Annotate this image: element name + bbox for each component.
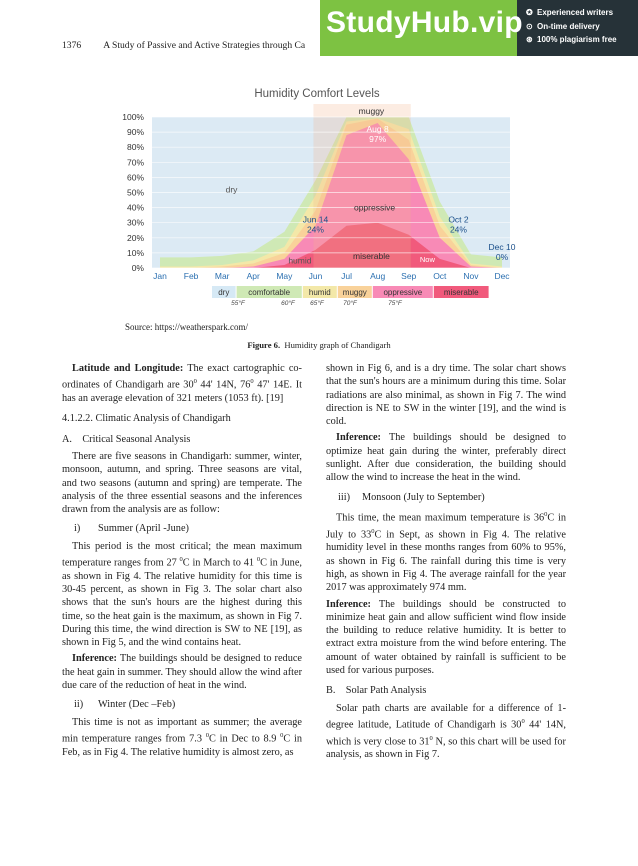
legend-label-dry: dry — [218, 288, 230, 297]
section-heading-b: B. Solar Path Analysis — [326, 685, 427, 697]
studyhub-ad-banner[interactable] — [320, 0, 638, 56]
latitude-paragraph: Latitude and Longitude: The exact cartographic co-ordinates of Chandigarh are $30^0$ 44' 14N, $76^0$ 47' 14E. It has an average elevation of 321 meters (1053 ft). [19] — [62, 363, 302, 405]
running-title: A Study of Passive and Active Strategies through Ca — [103, 40, 306, 51]
subheading-monsoon: iii) Monsoon (July to September) — [338, 491, 485, 503]
dewpoint-label: 75°F — [388, 300, 402, 307]
subheading-summer: i) Summer (April -June) — [74, 523, 189, 535]
figure-caption-text: Humidity graph of Chandigarh — [284, 340, 391, 350]
monsoon-paragraph: This time, the mean maximum temperature is $36^0C$ in July to $33^0C$ in Sept, as shown in Fig 4. The relative humidity level in these months ranges from 60% to 95%, as shown in Fig 6. The rainfall during this time is very high, as shown in Fig 4. The average rainfall for the year 2017 was approximately 974 mm. — [326, 510, 566, 594]
y-tick-label: 30% — [126, 217, 144, 228]
legend-label-comfortable: comfortable — [248, 288, 291, 297]
dewpoint-label: 65°F — [310, 300, 324, 307]
right-column — [326, 362, 566, 765]
legend-label-muggy: muggy — [342, 288, 367, 297]
annotation-value: 0% — [495, 251, 509, 262]
inference-summer: Inference: The buildings should be designed to reduce the heat gain in summer. They should allow the wind after due care of the reduction of heat in the wind. — [62, 653, 302, 692]
subheading-winter: ii) Winter (Dec –Feb) — [74, 699, 176, 711]
ad-brand-panel[interactable] — [320, 0, 523, 56]
ad-feature: ✪ Experienced writers — [526, 6, 617, 20]
y-tick-label: 20% — [126, 232, 144, 243]
highlight-band — [313, 104, 410, 268]
x-tick-label: Jul — [341, 271, 352, 281]
section-heading-4-1-2-2: 4.1.2.2. Climatic Analysis of Chandigarh — [62, 413, 231, 425]
summer-paragraph: This period is the most critical; the mean maximum temperature ranges from 27 $^0$C in March to 41 $^0$C in June, as shown in Fig 4. The relative humidity for this time is 30-45 percent, as shown in Fig 3. The solar chart also shows that the sun's hours are the highest during this time, so the heat gain is the maximum, as shown in Fig 7. During this time, the wind direction is SW to NE [19], as shown in Fig 5, and the wind contains heat. — [62, 540, 302, 649]
x-tick-label: Nov — [463, 271, 479, 281]
figure-caption — [0, 340, 638, 350]
solar-paragraph: Solar path charts are available for a difference of 1-degree latitude, Latitude of Chandigarh is $30^0$ 44' 14N, which is very close to $31^0$ N, so this chart will be used for analysis, as shown in Fig 7. — [326, 702, 567, 761]
check-badge-icon: ⊛ — [526, 35, 533, 44]
annotation-date: Oct 2 — [448, 214, 469, 225]
winter-paragraph: This time is not as important as summer; the average min temperature ranges from 7.3 $^0$C in Dec to 8.9 $^0$C in Feb, as in Fig 4. The relative humidity is almost zero, as — [62, 716, 302, 758]
annotation-value: 97% — [369, 134, 387, 145]
zone-label-muggy: muggy — [358, 105, 385, 116]
zone-label-now: Now — [419, 254, 435, 264]
inference-winter: Inference: The buildings should be designed to optimize heat gain during the winter, preferably direct sunlight. After due consideration, the building should allow the wind to increase the heat in the wind. — [326, 432, 566, 484]
x-tick-label: Sep — [401, 271, 417, 281]
legend-label-humid: humid — [308, 288, 331, 297]
x-tick-label: Apr — [246, 271, 260, 281]
section-heading-a: A. Critical Seasonal Analysis — [62, 433, 191, 445]
dewpoint-label: 60°F — [281, 300, 295, 307]
winter-paragraph-cont: shown in Fig 6, and is a dry time. The solar chart shows that the sun's hours are a minimum during this time. Solar radiations are also minimal, as shown in Fig 7. The wind direction is NE to SW in the winter [19], and the wind is cold. — [326, 363, 566, 428]
ad-brand-name[interactable]: StudyHub.vip — [326, 6, 523, 39]
figure-source: Source: https://weatherspark.com/ — [125, 322, 248, 332]
x-tick-label: May — [276, 271, 293, 281]
page-number: 1376 — [62, 40, 82, 51]
annotation-value: 24% — [306, 224, 324, 235]
humidity-chart-svg — [112, 82, 522, 314]
dewpoint-label: 55°F — [231, 300, 245, 307]
ad-feature: ⊙ On-time delivery — [526, 20, 617, 34]
legend-label-miserable: miserable — [443, 288, 479, 297]
ad-features — [526, 6, 617, 47]
y-tick-label: 70% — [126, 157, 144, 168]
zone-label-miserable: miserable — [352, 250, 390, 261]
left-column — [62, 362, 302, 762]
zone-label-humid: humid — [288, 255, 312, 266]
clock-icon: ⊙ — [526, 21, 533, 31]
seasons-paragraph: There are five seasons in Chandigarh: summer, winter, monsoon, autumn, and spring. Three seasons are vital, and two seasons (autumn and spring) are temperate. The analysis of the three essential seasons and the inferences drawn from the analysis are as follow: — [62, 450, 302, 516]
y-tick-label: 80% — [126, 142, 144, 153]
x-tick-label: Oct — [433, 271, 447, 281]
zone-label-dry: dry — [225, 184, 238, 195]
y-tick-label: 10% — [126, 247, 144, 258]
running-header — [62, 40, 305, 51]
x-tick-label: Mar — [214, 271, 230, 281]
zone-label-oppressive: oppressive — [353, 202, 396, 213]
y-tick-label: 100% — [122, 112, 144, 122]
figure-label: Figure 6. — [247, 340, 281, 350]
y-tick-label: 40% — [126, 202, 144, 213]
chart-title: Humidity Comfort Levels — [254, 88, 380, 100]
star-icon: ✪ — [526, 8, 533, 17]
annotation-date: Aug 8 — [366, 124, 389, 135]
annotation-date: Dec 10 — [488, 241, 516, 252]
x-tick-label: Aug — [370, 271, 386, 281]
y-tick-label: 0% — [131, 263, 144, 273]
x-tick-label: Dec — [494, 271, 510, 281]
annotation-date: Jun 14 — [302, 214, 329, 225]
x-tick-label: Jan — [153, 271, 167, 281]
inference-monsoon: Inference: The buildings should be constructed to minimize heat gain and allow sufficient wind flow inside the building to reduce relative humidity. It is better to extract extra moisture from the wind before entering. The amount of water obtained by rainfall is sufficient to be used for various purposes. — [326, 598, 566, 677]
x-tick-label: Feb — [183, 271, 199, 281]
ad-feature: ⊛ 100% plagiarism free — [526, 33, 617, 47]
dewpoint-label: 70°F — [343, 300, 357, 307]
annotation-value: 24% — [449, 224, 467, 235]
legend-label-oppressive: oppressive — [383, 288, 423, 297]
humidity-chart — [112, 82, 522, 314]
y-tick-label: 60% — [126, 172, 144, 183]
y-tick-label: 50% — [126, 187, 144, 198]
x-tick-label: Jun — [308, 271, 323, 281]
y-tick-label: 90% — [126, 127, 144, 138]
